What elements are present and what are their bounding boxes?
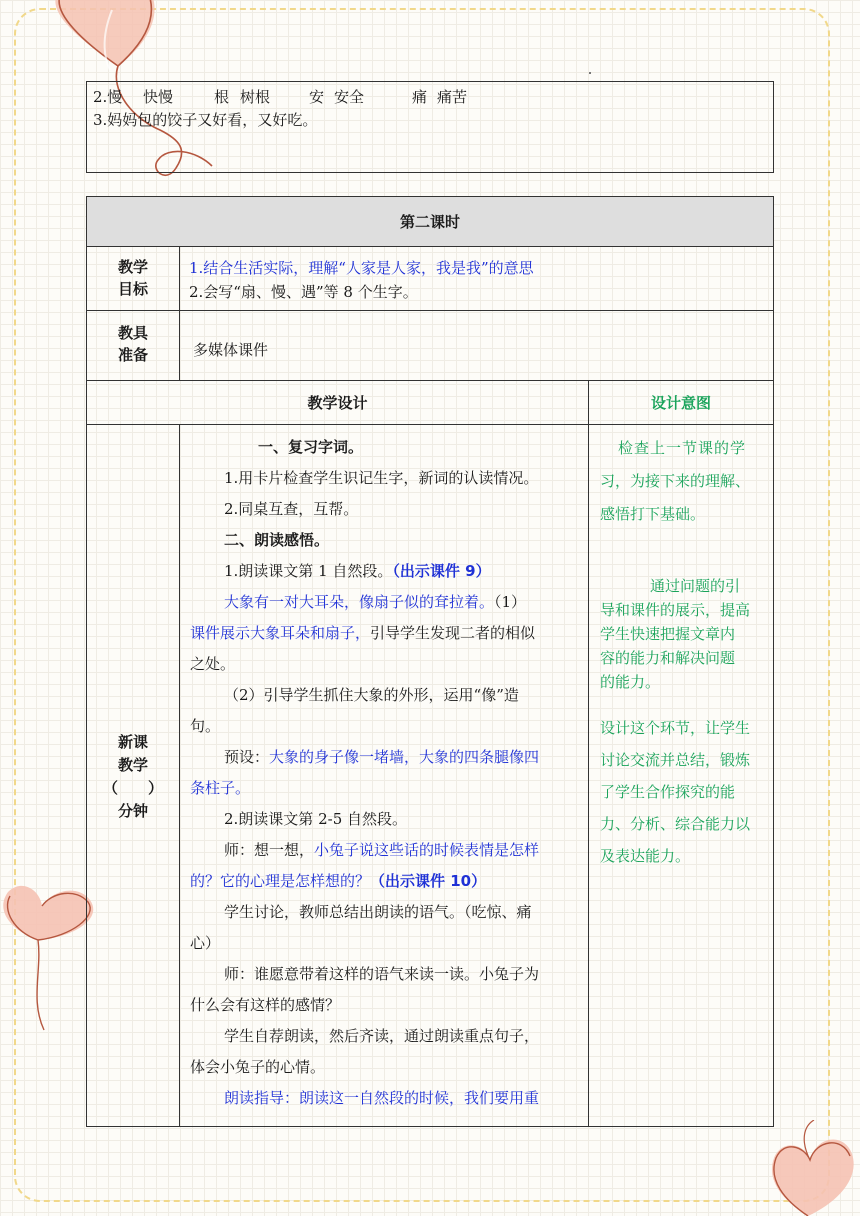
design-text: 师：想一想，	[224, 841, 315, 859]
courseware-ref-10: （出示课件 10）	[370, 872, 487, 890]
col-divider	[179, 246, 180, 380]
stray-dot	[589, 72, 591, 74]
design-line: 学生讨论，教师总结出朗读的语气。（吃惊、痛	[224, 903, 532, 921]
intent-block-1	[600, 432, 772, 531]
goal-2: 2.会写“扇、慢、遇”等 8 个生字。	[189, 283, 418, 301]
design-line	[190, 835, 586, 866]
tools-label-line-1: 教具	[117, 324, 148, 342]
lesson-title: 第二课时	[399, 213, 460, 231]
design-header: 教学设计	[307, 394, 368, 412]
intent-block-2	[600, 574, 772, 694]
design-text: 1.朗读课文第 1 自然段。	[224, 562, 393, 580]
heading-review: 一、复习字词。	[258, 438, 364, 456]
intent-line: 讨论交流并总结，锻炼	[600, 751, 751, 769]
design-line	[190, 866, 586, 897]
section-label-line-2: 教学	[117, 756, 148, 774]
design-line: 学生自荐朗读，然后齐读，通过朗读重点句子，	[224, 1027, 540, 1045]
courseware-ref-9: （出示课件 9）	[392, 562, 491, 580]
design-line: 心）	[190, 934, 221, 952]
section-label	[87, 731, 179, 823]
intent-header: 设计意图	[650, 394, 711, 412]
intent-line: 力、分析、综合能力以	[600, 815, 751, 833]
section-label-line-3: （ ）	[102, 779, 163, 797]
exercise-line-3: 3.妈妈包的饺子又好看，又好吃。	[93, 111, 318, 129]
word-4: 树根	[240, 88, 271, 106]
intent-line: 学生快速把握文章内	[600, 625, 736, 643]
col-divider	[179, 424, 180, 1127]
design-line: 体会小兔子的心情。	[190, 1058, 326, 1076]
intent-line: 容的能力和解决问题	[600, 649, 736, 667]
design-line: 朗读指导：朗读这一自然段的时候，我们要用重	[224, 1089, 540, 1107]
section-label-line-4: 分钟	[117, 802, 148, 820]
tools-label	[87, 322, 179, 366]
word-6: 安全	[334, 88, 365, 106]
design-text: （1）	[494, 593, 527, 611]
design-text: 小兔子说这些话的时候表情是怎样	[314, 841, 540, 859]
word-7: 痛	[412, 88, 428, 106]
design-line: （2）引导学生抓住大象的外形，运用“像”造	[224, 686, 519, 704]
design-line: 1.用卡片检查学生识记生字，新词的认读情况。	[224, 469, 539, 487]
word-1: 2.慢	[93, 88, 123, 106]
col-divider	[588, 380, 589, 1127]
intent-line: 习，为接下来的理解、	[600, 472, 751, 490]
intent-line: 了学生合作探究的能	[600, 783, 736, 801]
design-text: 大象的身子像一堵墙，大象的四条腿像四	[269, 748, 540, 766]
intent-line: 的能力。	[600, 673, 661, 691]
goals-label	[87, 256, 179, 300]
design-content	[190, 432, 586, 1114]
row-divider	[86, 424, 774, 425]
row-divider	[86, 246, 774, 247]
intent-line: 设计这个环节，让学生	[600, 719, 751, 737]
design-text: 的？它的心理是怎样想的？	[190, 872, 371, 890]
intent-line: 及表达能力。	[600, 847, 691, 865]
design-line: 句。	[190, 717, 221, 735]
word-8: 痛苦	[437, 88, 468, 106]
design-line	[190, 587, 586, 618]
design-line: 什么会有这样的感情？	[190, 996, 341, 1014]
word-2: 快慢	[143, 88, 174, 106]
row-divider	[86, 310, 774, 311]
word-5: 安	[309, 88, 325, 106]
design-line: 2.同桌互查，互帮。	[224, 500, 359, 518]
intent-line: 检查上一节课的学	[618, 439, 747, 457]
section-label-line-1: 新课	[117, 733, 148, 751]
design-line: 之处。	[190, 655, 236, 673]
heading-reading: 二、朗读感悟。	[224, 531, 330, 549]
design-text: 课件展示大象耳朵和扇子，	[190, 624, 371, 642]
goal-1: 1.结合生活实际，理解“人家是人家，我是我”的意思	[189, 259, 534, 277]
design-text: 预设：	[224, 748, 270, 766]
tools-label-line-2: 准备	[117, 346, 148, 364]
design-line: 2.朗读课文第 2-5 自然段。	[224, 810, 408, 828]
row-divider	[86, 380, 774, 381]
word-3: 根	[214, 88, 230, 106]
intent-line: 感悟打下基础。	[600, 505, 706, 523]
design-text: 引导学生发现二者的相似	[370, 624, 536, 642]
design-line	[190, 742, 586, 773]
design-line: 师：谁愿意带着这样的语气来读一读。小兔子为	[224, 965, 540, 983]
design-line	[190, 618, 586, 649]
design-text: 大象有一对大耳朵，像扇子似的耷拉着。	[224, 593, 495, 611]
intent-line: 导和课件的展示，提高	[600, 601, 751, 619]
tools-value: 多媒体课件	[193, 341, 269, 359]
goals-label-line-1: 教学	[117, 258, 148, 276]
goals-label-line-2: 目标	[117, 280, 148, 298]
design-line	[190, 556, 586, 587]
intent-line: 通过问题的引	[650, 577, 741, 595]
intent-block-3	[600, 712, 772, 872]
design-line: 条柱子。	[190, 779, 251, 797]
